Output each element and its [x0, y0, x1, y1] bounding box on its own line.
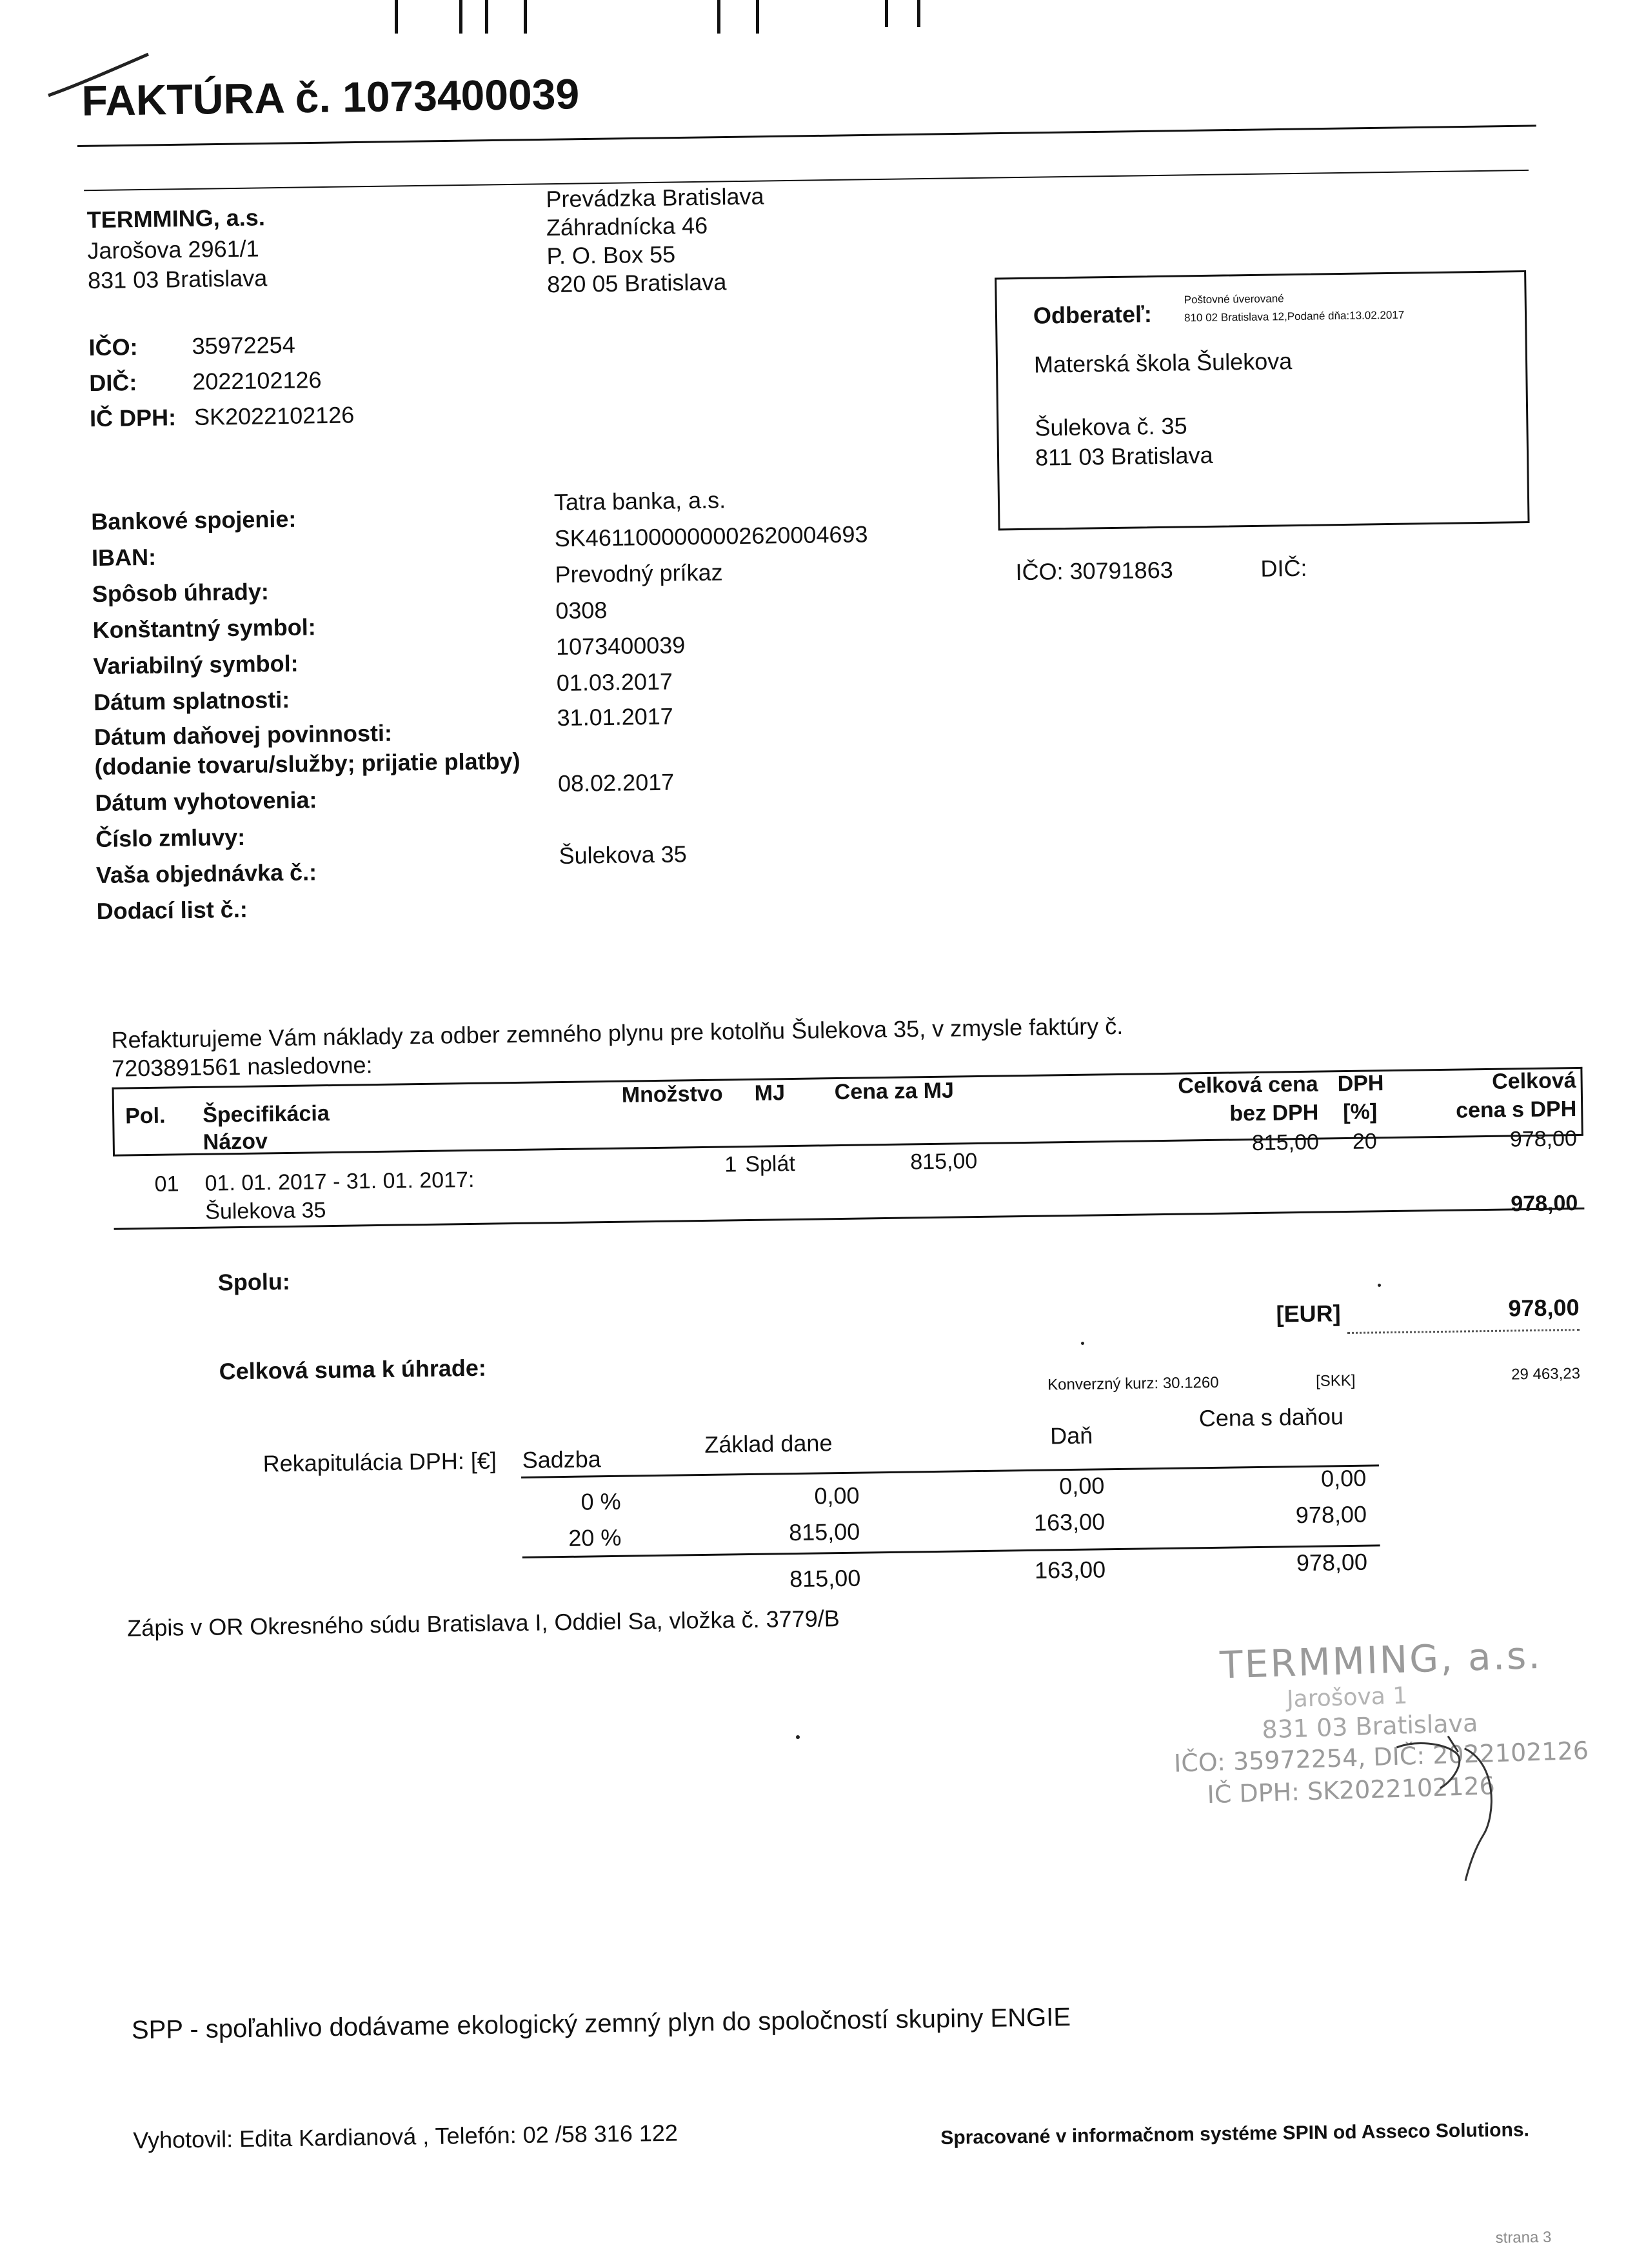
register-note: Zápis v OR Okresného súdu Bratislava I, Oddiel Sa, vložka č. 3779/B	[126, 1605, 840, 1642]
col-vat-1: DPH	[1337, 1071, 1384, 1097]
supplier-name: TERMMING, a.s.	[86, 204, 266, 234]
row-qty: 1	[724, 1152, 737, 1177]
ico-value: 35972254	[192, 331, 295, 359]
slogan: SPP - spoľahlivo dodávame ekologický zemný plyn do spoločností skupiny ENGIE	[131, 2003, 1071, 2045]
items-bottom-rule	[114, 1208, 1585, 1230]
skk-label: [SKK]	[1315, 1371, 1356, 1390]
intro-line-2: 7203891561 nasledovne:	[111, 1051, 373, 1082]
conversion-rate: Konverzný kurz: 30.1260	[1047, 1373, 1219, 1394]
postal-note-2: 810 02 Bratislava 12,Podané dňa:13.02.2017	[1184, 308, 1405, 324]
tax-note: (dodanie tovaru/služby; prijatie platby)	[94, 747, 521, 781]
row-gross: 978,00	[1509, 1126, 1578, 1152]
sum-label: Spolu:	[217, 1268, 291, 1296]
customer-name: Materská škola Šulekova	[1033, 348, 1293, 378]
var-label: Variabilný symbol:	[93, 650, 299, 680]
customer-ico: IČO: 30791863	[1015, 556, 1173, 586]
system-note: Spracované v informačnom systéme SPIN od Asseco Solutions.	[940, 2119, 1530, 2149]
vat-h-tax: Daň	[1049, 1422, 1093, 1449]
vat-total-base: 815,00	[789, 1564, 861, 1593]
col-vat-2: [%]	[1343, 1099, 1378, 1125]
var-value: 1073400039	[555, 632, 686, 661]
prepared-by: Vyhotovil: Edita Kardianová , Telefón: 02 /58 316 122	[133, 2119, 679, 2154]
page-number: strana 3	[1495, 2228, 1552, 2247]
currency-label: [EUR]	[1276, 1300, 1341, 1328]
postal-note-1: Poštovné úverované	[1184, 292, 1284, 306]
scan-dot	[1081, 1342, 1084, 1345]
col-pol: Pol.	[124, 1103, 166, 1129]
customer-street: Šulekova č. 35	[1035, 412, 1187, 441]
vat-r1-tax: 0,00	[1058, 1472, 1105, 1500]
row-name: Šulekova 35	[204, 1198, 326, 1224]
scan-dot	[796, 1735, 800, 1739]
order-value: Šulekova 35	[559, 841, 688, 870]
order-label: Vaša objednávka č.:	[95, 859, 317, 889]
row-vat: 20	[1352, 1129, 1378, 1154]
total-due-value: 978,00	[1508, 1294, 1580, 1322]
branch-name: Prevádzka Bratislava	[546, 183, 764, 213]
due-label: Dátum splatnosti:	[93, 686, 290, 716]
vat-r2-base: 815,00	[788, 1518, 860, 1546]
vat-total-tax: 163,00	[1034, 1556, 1106, 1584]
iban-value: SK4611000000002620004693	[554, 521, 868, 552]
col-price: Cena za MJ	[834, 1078, 955, 1105]
vat-recap-label: Rekapitulácia DPH: [€]	[263, 1447, 497, 1477]
icdph-label: IČ DPH:	[89, 404, 177, 432]
col-spec: Špecifikácia	[202, 1101, 330, 1128]
vat-total-gross: 978,00	[1296, 1548, 1368, 1577]
branch-street: Záhradnícka 46	[546, 212, 708, 241]
col-gross-1: Celková	[1491, 1068, 1576, 1094]
row-unit: Splát	[745, 1151, 796, 1177]
stamp-icdph: IČ DPH: SK2022102126	[1206, 1771, 1496, 1809]
vat-r2-gross: 978,00	[1295, 1500, 1367, 1529]
bank-value: Tatra banka, a.s.	[553, 486, 726, 516]
total-dotted-rule	[1347, 1329, 1580, 1334]
header-rule	[84, 170, 1529, 191]
row-pol: 01	[154, 1171, 179, 1197]
signature	[1383, 1724, 1518, 1889]
delivery-label: Dodací list č.:	[96, 895, 248, 925]
method-label: Spôsob úhrady:	[92, 578, 270, 608]
vat-h-gross: Cena s daňou	[1198, 1403, 1344, 1432]
ico-label: IČO:	[88, 333, 138, 361]
row-total: 815,00	[1251, 1129, 1320, 1156]
const-value: 0308	[555, 596, 608, 624]
branch-pobox: P. O. Box 55	[546, 241, 676, 270]
tax-label: Dátum daňovej povinnosti:	[94, 719, 393, 751]
due-value: 01.03.2017	[556, 668, 673, 697]
items-subtotal: 978,00	[1511, 1191, 1578, 1217]
customer-dic: DIČ:	[1260, 554, 1307, 582]
contract-label: Číslo zmluvy:	[95, 823, 246, 853]
const-label: Konštantný symbol:	[92, 613, 316, 644]
vat-r1-gross: 0,00	[1320, 1464, 1367, 1492]
col-gross-2: cena s DPH	[1455, 1097, 1577, 1123]
stamp-name: TERMMING, a.s.	[1219, 1633, 1543, 1687]
total-due-label: Celková suma k úhrade:	[219, 1354, 487, 1385]
stamp-street: Jarošova 1	[1286, 1682, 1408, 1713]
vat-h-rate: Sadzba	[522, 1446, 602, 1473]
company-stamp	[1167, 1627, 1589, 1909]
stamp-ids: IČO: 35972254, DIČ: 2022102126	[1173, 1736, 1589, 1778]
intro-line-1: Refakturujeme Vám náklady za odber zemného plynu pre kotolňu Šulekova 35, v zmysle faktúry č.	[111, 1012, 1124, 1053]
invoice-title: FAKTÚRA č. 1073400039	[81, 70, 580, 124]
issued-value: 08.02.2017	[557, 768, 675, 797]
tax-value: 31.01.2017	[557, 702, 674, 731]
supplier-street: Jarošova 2961/1	[87, 235, 259, 264]
col-total-2: bez DPH	[1229, 1100, 1319, 1126]
vat-r1-base: 0,00	[814, 1482, 860, 1509]
stamp-city: 831 03 Bratislava	[1261, 1708, 1478, 1744]
col-total-1: Celková cena	[1178, 1071, 1318, 1099]
col-unit: MJ	[754, 1080, 786, 1106]
bank-label: Bankové spojenie:	[91, 505, 297, 535]
skk-value: 29 463,23	[1511, 1365, 1581, 1384]
branch-city: 820 05 Bratislava	[546, 268, 727, 298]
vat-h-base: Základ dane	[704, 1429, 833, 1458]
customer-label: Odberateľ:	[1033, 301, 1153, 329]
vat-r1-rate: 0 %	[580, 1487, 621, 1515]
customer-box	[995, 270, 1529, 530]
vat-r2-rate: 20 %	[568, 1524, 622, 1551]
dic-value: 2022102126	[192, 366, 322, 395]
iban-label: IBAN:	[91, 543, 157, 572]
issued-label: Dátum vyhotovenia:	[95, 786, 317, 817]
method-value: Prevodný príkaz	[555, 559, 723, 588]
dic-label: DIČ:	[89, 369, 137, 397]
supplier-city: 831 03 Bratislava	[87, 264, 268, 294]
icdph-value: SK2022102126	[193, 401, 355, 430]
vat-r2-tax: 163,00	[1033, 1508, 1106, 1536]
row-spec: 01. 01. 2017 - 31. 01. 2017:	[204, 1167, 475, 1196]
customer-city: 811 03 Bratislava	[1035, 441, 1213, 471]
col-qty: Množstvo	[621, 1081, 723, 1108]
row-price: 815,00	[910, 1149, 978, 1175]
scan-dot	[1378, 1284, 1381, 1287]
col-name: Názov	[203, 1129, 268, 1155]
